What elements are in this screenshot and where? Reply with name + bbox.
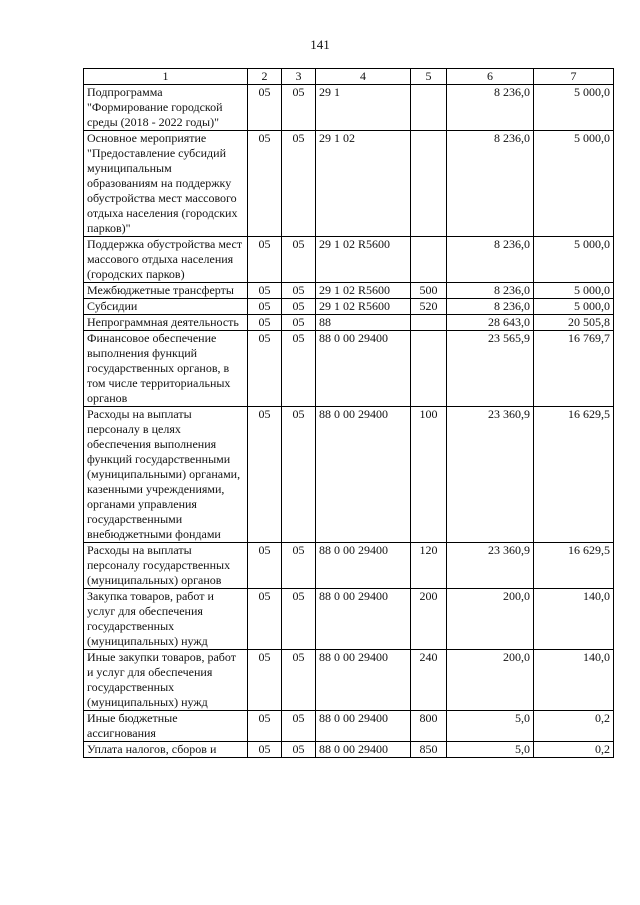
table-row xyxy=(84,711,614,742)
table-row xyxy=(84,742,614,758)
amount-2-cell: 20 505,8 xyxy=(534,315,614,331)
table-row xyxy=(84,543,614,589)
column-header: 1 xyxy=(84,69,248,85)
amount-2-cell: 16 629,5 xyxy=(534,407,614,543)
expense-type-cell xyxy=(411,315,447,331)
row-name-cell: Основное мероприятие "Предоставление субсидий муниципальным образованиям на поддержку обустройства мест массового отдыха населения (городских парков)" xyxy=(84,131,248,237)
target-article-cell: 88 0 00 29400 xyxy=(316,711,411,742)
amount-1-cell: 8 236,0 xyxy=(447,299,534,315)
expense-type-cell: 100 xyxy=(411,407,447,543)
expense-type-cell: 800 xyxy=(411,711,447,742)
expense-type-cell: 850 xyxy=(411,742,447,758)
row-name-cell: Расходы на выплаты персоналу в целях обеспечения выполнения функций государственными (муниципальными) органами, казенными учреждениями, органами управления государственными внебюджетными фондами xyxy=(84,407,248,543)
expense-type-cell: 120 xyxy=(411,543,447,589)
section-code-cell: 05 xyxy=(248,543,282,589)
row-name-cell: Иные бюджетные ассигнования xyxy=(84,711,248,742)
subsection-code-cell: 05 xyxy=(282,85,316,131)
target-article-cell: 29 1 02 R5600 xyxy=(316,299,411,315)
table-row xyxy=(84,299,614,315)
table-row xyxy=(84,331,614,407)
section-code-cell: 05 xyxy=(248,315,282,331)
amount-1-cell: 5,0 xyxy=(447,711,534,742)
column-header: 2 xyxy=(248,69,282,85)
subsection-code-cell: 05 xyxy=(282,315,316,331)
table-row xyxy=(84,131,614,237)
subsection-code-cell: 05 xyxy=(282,589,316,650)
target-article-cell: 88 0 00 29400 xyxy=(316,543,411,589)
target-article-cell: 29 1 02 xyxy=(316,131,411,237)
row-name-cell: Уплата налогов, сборов и xyxy=(84,742,248,758)
page-number: 141 xyxy=(310,37,330,52)
amount-2-cell: 0,2 xyxy=(534,742,614,758)
target-article-cell: 88 xyxy=(316,315,411,331)
section-code-cell: 05 xyxy=(248,589,282,650)
table-row xyxy=(84,650,614,711)
expense-type-cell: 200 xyxy=(411,589,447,650)
budget-table xyxy=(83,68,614,758)
subsection-code-cell: 05 xyxy=(282,742,316,758)
amount-1-cell: 23 360,9 xyxy=(447,407,534,543)
section-code-cell: 05 xyxy=(248,237,282,283)
section-code-cell: 05 xyxy=(248,742,282,758)
amount-2-cell: 5 000,0 xyxy=(534,283,614,299)
amount-2-cell: 5 000,0 xyxy=(534,85,614,131)
amount-1-cell: 23 565,9 xyxy=(447,331,534,407)
amount-1-cell: 5,0 xyxy=(447,742,534,758)
row-name-cell: Субсидии xyxy=(84,299,248,315)
subsection-code-cell: 05 xyxy=(282,283,316,299)
target-article-cell: 29 1 xyxy=(316,85,411,131)
row-name-cell: Иные закупки товаров, работ и услуг для обеспечения государственных (муниципальных) нужд xyxy=(84,650,248,711)
subsection-code-cell: 05 xyxy=(282,711,316,742)
amount-1-cell: 8 236,0 xyxy=(447,283,534,299)
table-row xyxy=(84,283,614,299)
row-name-cell: Расходы на выплаты персоналу государственных (муниципальных) органов xyxy=(84,543,248,589)
row-name-cell: Межбюджетные трансферты xyxy=(84,283,248,299)
amount-1-cell: 200,0 xyxy=(447,589,534,650)
column-header: 4 xyxy=(316,69,411,85)
expense-type-cell xyxy=(411,131,447,237)
row-name-cell: Поддержка обустройства мест массового отдыха населения (городских парков) xyxy=(84,237,248,283)
amount-1-cell: 8 236,0 xyxy=(447,131,534,237)
target-article-cell: 29 1 02 R5600 xyxy=(316,283,411,299)
expense-type-cell xyxy=(411,331,447,407)
section-code-cell: 05 xyxy=(248,711,282,742)
subsection-code-cell: 05 xyxy=(282,331,316,407)
expense-type-cell xyxy=(411,237,447,283)
section-code-cell: 05 xyxy=(248,283,282,299)
section-code-cell: 05 xyxy=(248,299,282,315)
expense-type-cell: 500 xyxy=(411,283,447,299)
column-header: 6 xyxy=(447,69,534,85)
amount-1-cell: 23 360,9 xyxy=(447,543,534,589)
amount-2-cell: 0,2 xyxy=(534,711,614,742)
column-header: 7 xyxy=(534,69,614,85)
amount-2-cell: 140,0 xyxy=(534,650,614,711)
table-row xyxy=(84,237,614,283)
section-code-cell: 05 xyxy=(248,85,282,131)
table-row xyxy=(84,315,614,331)
row-name-cell: Подпрограмма "Формирование городской среды (2018 - 2022 годы)" xyxy=(84,85,248,131)
row-name-cell: Финансовое обеспечение выполнения функций государственных органов, в том числе территориальных органов xyxy=(84,331,248,407)
amount-1-cell: 200,0 xyxy=(447,650,534,711)
target-article-cell: 88 0 00 29400 xyxy=(316,589,411,650)
target-article-cell: 88 0 00 29400 xyxy=(316,650,411,711)
expense-type-cell: 520 xyxy=(411,299,447,315)
amount-2-cell: 5 000,0 xyxy=(534,131,614,237)
target-article-cell: 88 0 00 29400 xyxy=(316,407,411,543)
target-article-cell: 29 1 02 R5600 xyxy=(316,237,411,283)
amount-2-cell: 16 629,5 xyxy=(534,543,614,589)
row-name-cell: Закупка товаров, работ и услуг для обеспечения государственных (муниципальных) нужд xyxy=(84,589,248,650)
amount-1-cell: 28 643,0 xyxy=(447,315,534,331)
section-code-cell: 05 xyxy=(248,131,282,237)
column-header: 3 xyxy=(282,69,316,85)
amount-2-cell: 16 769,7 xyxy=(534,331,614,407)
subsection-code-cell: 05 xyxy=(282,237,316,283)
section-code-cell: 05 xyxy=(248,331,282,407)
amount-2-cell: 140,0 xyxy=(534,589,614,650)
section-code-cell: 05 xyxy=(248,407,282,543)
amount-2-cell: 5 000,0 xyxy=(534,299,614,315)
table-row xyxy=(84,407,614,543)
row-name-cell: Непрограммная деятельность xyxy=(84,315,248,331)
table-row xyxy=(84,589,614,650)
subsection-code-cell: 05 xyxy=(282,299,316,315)
amount-1-cell: 8 236,0 xyxy=(447,85,534,131)
subsection-code-cell: 05 xyxy=(282,543,316,589)
expense-type-cell xyxy=(411,85,447,131)
expense-type-cell: 240 xyxy=(411,650,447,711)
table-row xyxy=(84,85,614,131)
amount-1-cell: 8 236,0 xyxy=(447,237,534,283)
subsection-code-cell: 05 xyxy=(282,407,316,543)
column-header: 5 xyxy=(411,69,447,85)
subsection-code-cell: 05 xyxy=(282,131,316,237)
amount-2-cell: 5 000,0 xyxy=(534,237,614,283)
subsection-code-cell: 05 xyxy=(282,650,316,711)
section-code-cell: 05 xyxy=(248,650,282,711)
target-article-cell: 88 0 00 29400 xyxy=(316,742,411,758)
column-header-row xyxy=(84,69,614,85)
target-article-cell: 88 0 00 29400 xyxy=(316,331,411,407)
